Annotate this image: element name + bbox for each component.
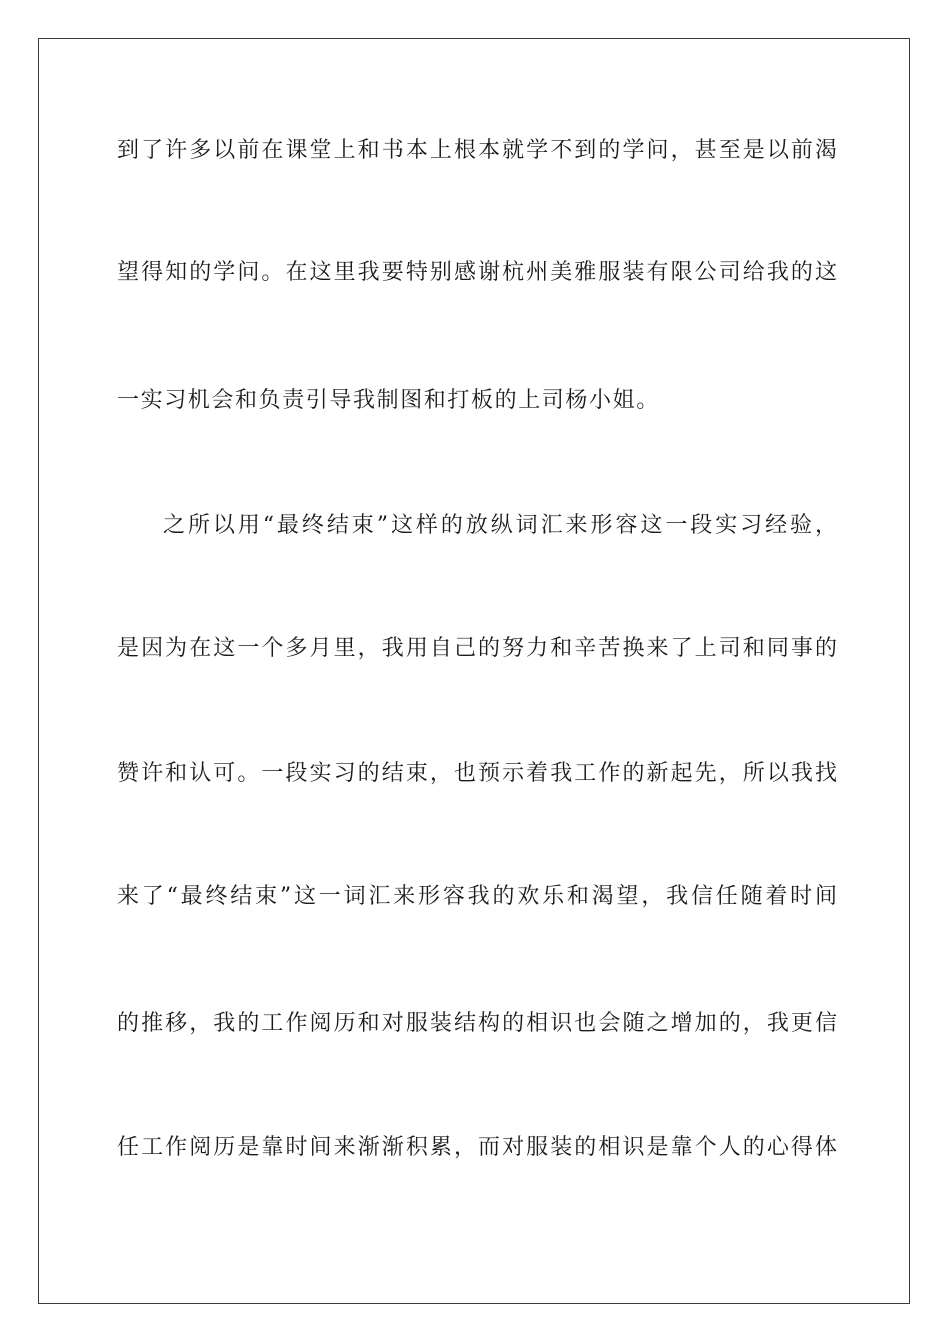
body-text-line-7: 来了“最终结束”这一词汇来形容我的欢乐和渴望，我信任随着时间 [117, 884, 837, 909]
body-text-line-3: 一实习机会和负责引导我制图和打板的上司杨小姐。 [117, 388, 660, 413]
page-border [38, 38, 910, 1304]
body-text-line-5: 是因为在这一个多月里，我用自己的努力和辛苦换来了上司和同事的 [117, 636, 837, 661]
body-text-line-9: 任工作阅历是靠时间来渐渐积累，而对服装的相识是靠个人的心得体 [117, 1135, 837, 1160]
body-text-line-2: 望得知的学问。在这里我要特别感谢杭州美雅服装有限公司给我的这 [117, 260, 837, 285]
body-text-line-6: 赞许和认可。一段实习的结束，也预示着我工作的新起先，所以我找 [117, 761, 837, 786]
paragraph-2-first-line: 之所以用“最终结束”这样的放纵词汇来形容这一段实习经验， [163, 513, 837, 538]
body-text-line-8: 的推移，我的工作阅历和对服装结构的相识也会随之增加的，我更信 [117, 1011, 837, 1036]
body-text-line-1: 到了许多以前在课堂上和书本上根本就学不到的学问，甚至是以前渴 [117, 138, 837, 163]
